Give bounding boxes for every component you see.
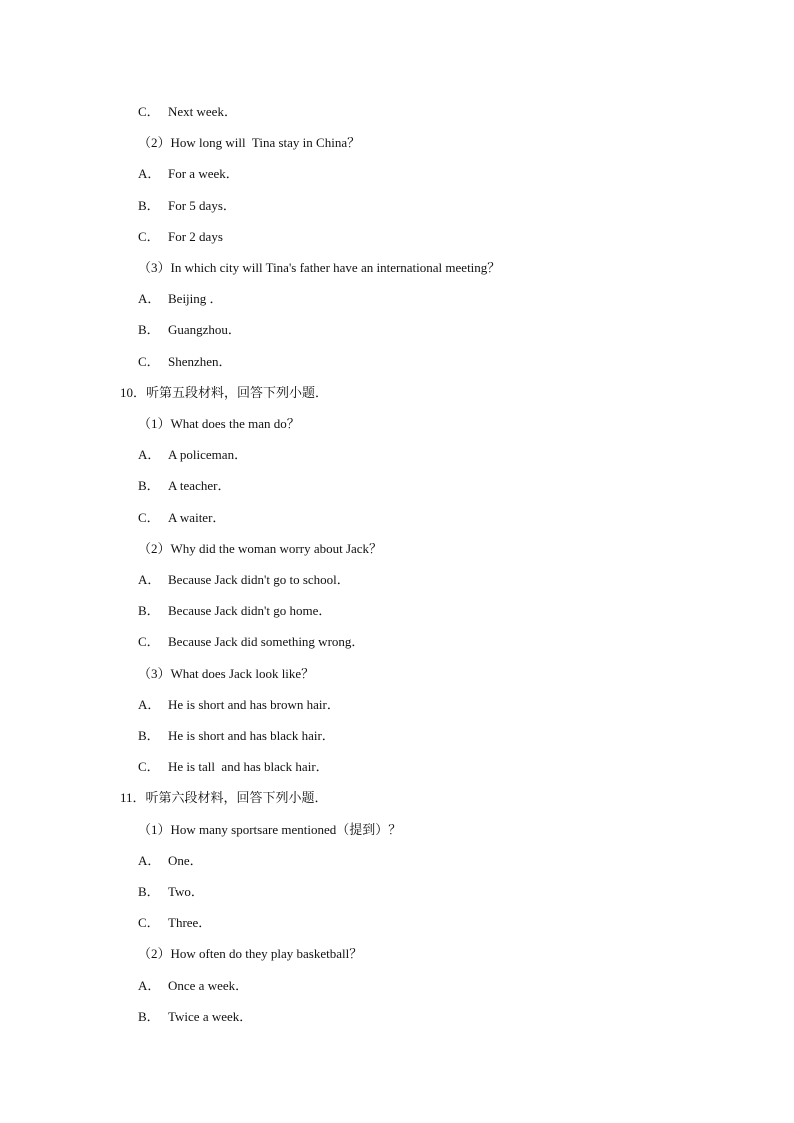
option-text: He is short and has brown hair．	[168, 697, 340, 712]
option-letter: A．	[138, 697, 161, 712]
option-letter: C．	[138, 510, 160, 525]
option-letter: A．	[138, 166, 161, 181]
option-text: A teacher．	[168, 478, 231, 493]
option-text: One．	[168, 853, 203, 868]
option-text: Twice a week．	[168, 1009, 253, 1024]
option-text: Shenzhen．	[168, 354, 232, 369]
option-letter: A．	[138, 572, 161, 587]
question-heading: 10．听第五段材料，回答下列小题．	[120, 385, 329, 400]
option-text: Beijing ．	[168, 291, 223, 306]
option-text: For 5 days．	[168, 198, 236, 213]
option-text: Once a week．	[168, 978, 249, 993]
option-text: Three．	[168, 915, 212, 930]
option-letter: B．	[138, 1009, 160, 1024]
option-letter: B．	[138, 728, 160, 743]
option-text: Guangzhou．	[168, 322, 241, 337]
option-letter: B．	[138, 322, 160, 337]
option-letter: A．	[138, 291, 161, 306]
option-letter: A．	[138, 978, 161, 993]
sub-question: （1）How many sportsare mentioned（提到）？	[138, 822, 402, 837]
option-letter: B．	[138, 198, 160, 213]
sub-question: （3）In which city will Tina's father have an international meeting？	[138, 260, 501, 275]
option-text: Two．	[168, 884, 204, 899]
option-text: Because Jack didn't go to school．	[168, 572, 350, 587]
option-text: Because Jack did something wrong．	[168, 634, 365, 649]
option-text: He is tall and has black hair．	[168, 759, 329, 774]
option-letter: A．	[138, 853, 161, 868]
option-letter: C．	[138, 104, 160, 119]
sub-question: （2）How often do they play basketball？	[138, 946, 363, 961]
option-text: Because Jack didn't go home．	[168, 603, 332, 618]
sub-question: （1）What does the man do？	[138, 416, 300, 431]
sub-question: （2）How long will Tina stay in China？	[138, 135, 361, 150]
option-letter: B．	[138, 603, 160, 618]
option-letter: C．	[138, 354, 160, 369]
option-text: For 2 days	[168, 229, 223, 244]
option-text: For a week．	[168, 166, 239, 181]
sub-question: （3）What does Jack look like？	[138, 666, 315, 681]
option-text: A policeman．	[168, 447, 248, 462]
option-letter: C．	[138, 229, 160, 244]
option-letter: C．	[138, 634, 160, 649]
sub-question: （2）Why did the woman worry about Jack？	[138, 541, 383, 556]
option-letter: B．	[138, 884, 160, 899]
option-text: He is short and has black hair．	[168, 728, 335, 743]
option-text: A waiter．	[168, 510, 226, 525]
option-letter: B．	[138, 478, 160, 493]
option-letter: A．	[138, 447, 161, 462]
question-heading: 11．听第六段材料，回答下列小题．	[120, 790, 328, 805]
option-text: Next week．	[168, 104, 237, 119]
option-letter: C．	[138, 915, 160, 930]
option-letter: C．	[138, 759, 160, 774]
